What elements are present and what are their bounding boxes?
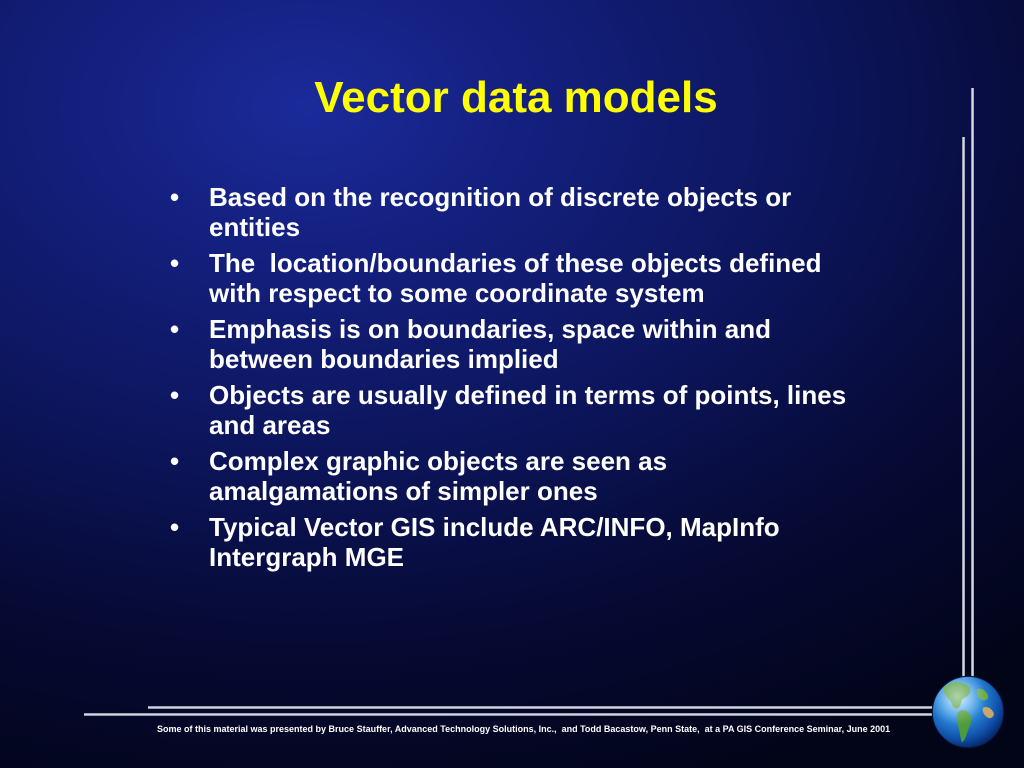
bullet-item [168,248,848,308]
bullet-item [168,446,848,506]
bullet-item [168,314,848,374]
bullet-marker: • [170,248,180,278]
horizontal-rule-top [148,706,954,709]
bullet-text: Based on the recognition of discrete objects or entities [209,182,792,242]
bullet-text: Emphasis is on boundaries, space within and between boundaries implied [209,314,772,374]
bullet-list [168,182,848,578]
bullet-text: Objects are usually defined in terms of points, lines and areas [209,380,847,440]
vertical-rule-inner [962,137,965,689]
bullet-marker: • [170,182,180,212]
slide-title: Vector data models [314,73,718,122]
bullet-item [168,182,848,242]
bullet-marker: • [170,512,180,542]
bullet-marker: • [170,446,180,476]
bullet-text: Typical Vector GIS include ARC/INFO, MapInfo Intergraph MGE [209,512,780,572]
footer-note: Some of this material was presented by Bruce Stauffer, Advanced Technology Solutions, Inc., and Todd Bacastow, Penn State, at a PA GIS Conference Seminar, June 2001 [157,724,891,734]
bullet-text: The location/boundaries of these objects defined with respect to some coordinate system [209,248,829,308]
globe-icon [930,674,1006,750]
bullet-marker: • [170,380,180,410]
horizontal-rule-bottom [84,713,990,716]
bullet-item [168,380,848,440]
vertical-rule-outer [971,88,974,716]
bullet-text: Complex graphic objects are seen as amalgamations of simpler ones [209,446,668,506]
bullet-marker: • [170,314,180,344]
bullet-item [168,512,848,572]
